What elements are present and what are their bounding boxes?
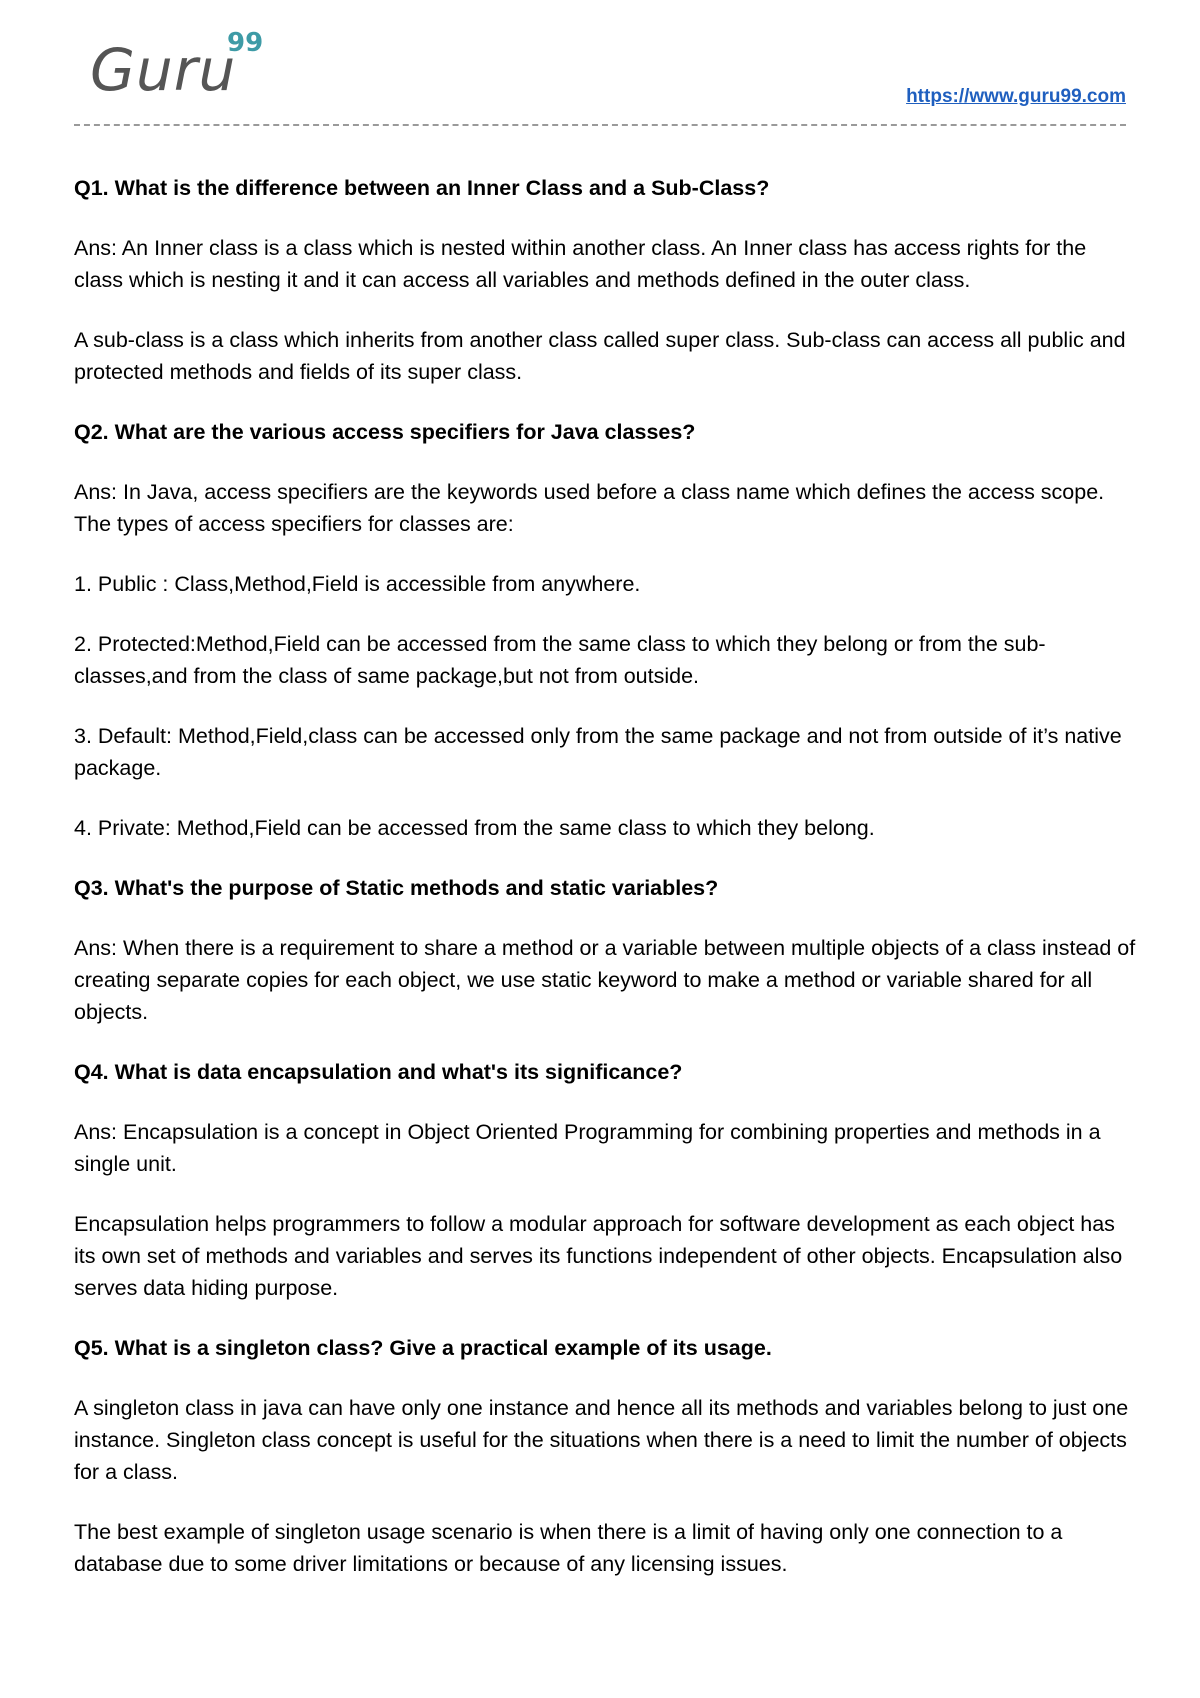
answer-3: Ans: When there is a requirement to share a method or a variable between multiple objects of a class instead of creating separate copies for each object, we use static keyword to make a method or variable shared for all objects.	[74, 936, 1136, 1024]
answer-4: Ans: Encapsulation is a concept in Object Oriented Programming for combining properties and methods in a single unit.	[74, 1120, 1101, 1176]
logo-superscript: 99	[227, 28, 264, 58]
answer-2-item-2: 2. Protected:Method,Field can be accessed from the same class to which they belong or from the sub-classes,and from the class of same package,but not from outside.	[74, 632, 1046, 688]
answer-5: A singleton class in java can have only one instance and hence all its methods and variables belong to just one instance. Singleton class concept is useful for the situations when there is a need to limit the number of objects for a class.	[74, 1396, 1129, 1484]
header-divider	[74, 124, 1126, 126]
answer-1-paragraph-2: A sub-class is a class which inherits from another class called super class. Sub-class can access all public and protected methods and fields of its super class.	[74, 328, 1126, 384]
question-3: Q3. What's the purpose of Static methods and static variables?	[74, 876, 719, 900]
page-header	[0, 0, 1200, 130]
question-2: Q2. What are the various access specifiers for Java classes?	[74, 420, 696, 444]
guru99-logo	[90, 28, 280, 108]
answer-2-item-3: 3. Default: Method,Field,class can be accessed only from the same package and not from outside of it’s native package.	[74, 724, 1122, 780]
answer-2: Ans: In Java, access specifiers are the keywords used before a class name which defines the access scope. The types of access specifiers for classes are:	[74, 480, 1105, 536]
logo-text: Guru	[90, 36, 237, 104]
question-5: Q5. What is a singleton class? Give a practical example of its usage.	[74, 1336, 772, 1360]
document-body	[74, 172, 1138, 1608]
answer-5-paragraph-2: The best example of singleton usage scenario is when there is a limit of having only one connection to a database due to some driver limitations or because of any licensing issues.	[74, 1520, 1063, 1576]
site-url-link[interactable]: https://www.guru99.com	[906, 86, 1126, 107]
question-1: Q1. What is the difference between an Inner Class and a Sub-Class?	[74, 176, 770, 200]
answer-1: Ans: An Inner class is a class which is nested within another class. An Inner class has access rights for the class which is nesting it and it can access all variables and methods defined in the outer class.	[74, 236, 1087, 292]
answer-2-item-4: 4. Private: Method,Field can be accessed from the same class to which they belong.	[74, 816, 875, 840]
answer-2-item-1: 1. Public : Class,Method,Field is accessible from anywhere.	[74, 572, 641, 596]
question-4: Q4. What is data encapsulation and what's its significance?	[74, 1060, 683, 1084]
answer-4-paragraph-2: Encapsulation helps programmers to follow a modular approach for software development as each object has its own set of methods and variables and serves its functions independent of other objects. Encapsulation also serves data hiding purpose.	[74, 1212, 1123, 1300]
